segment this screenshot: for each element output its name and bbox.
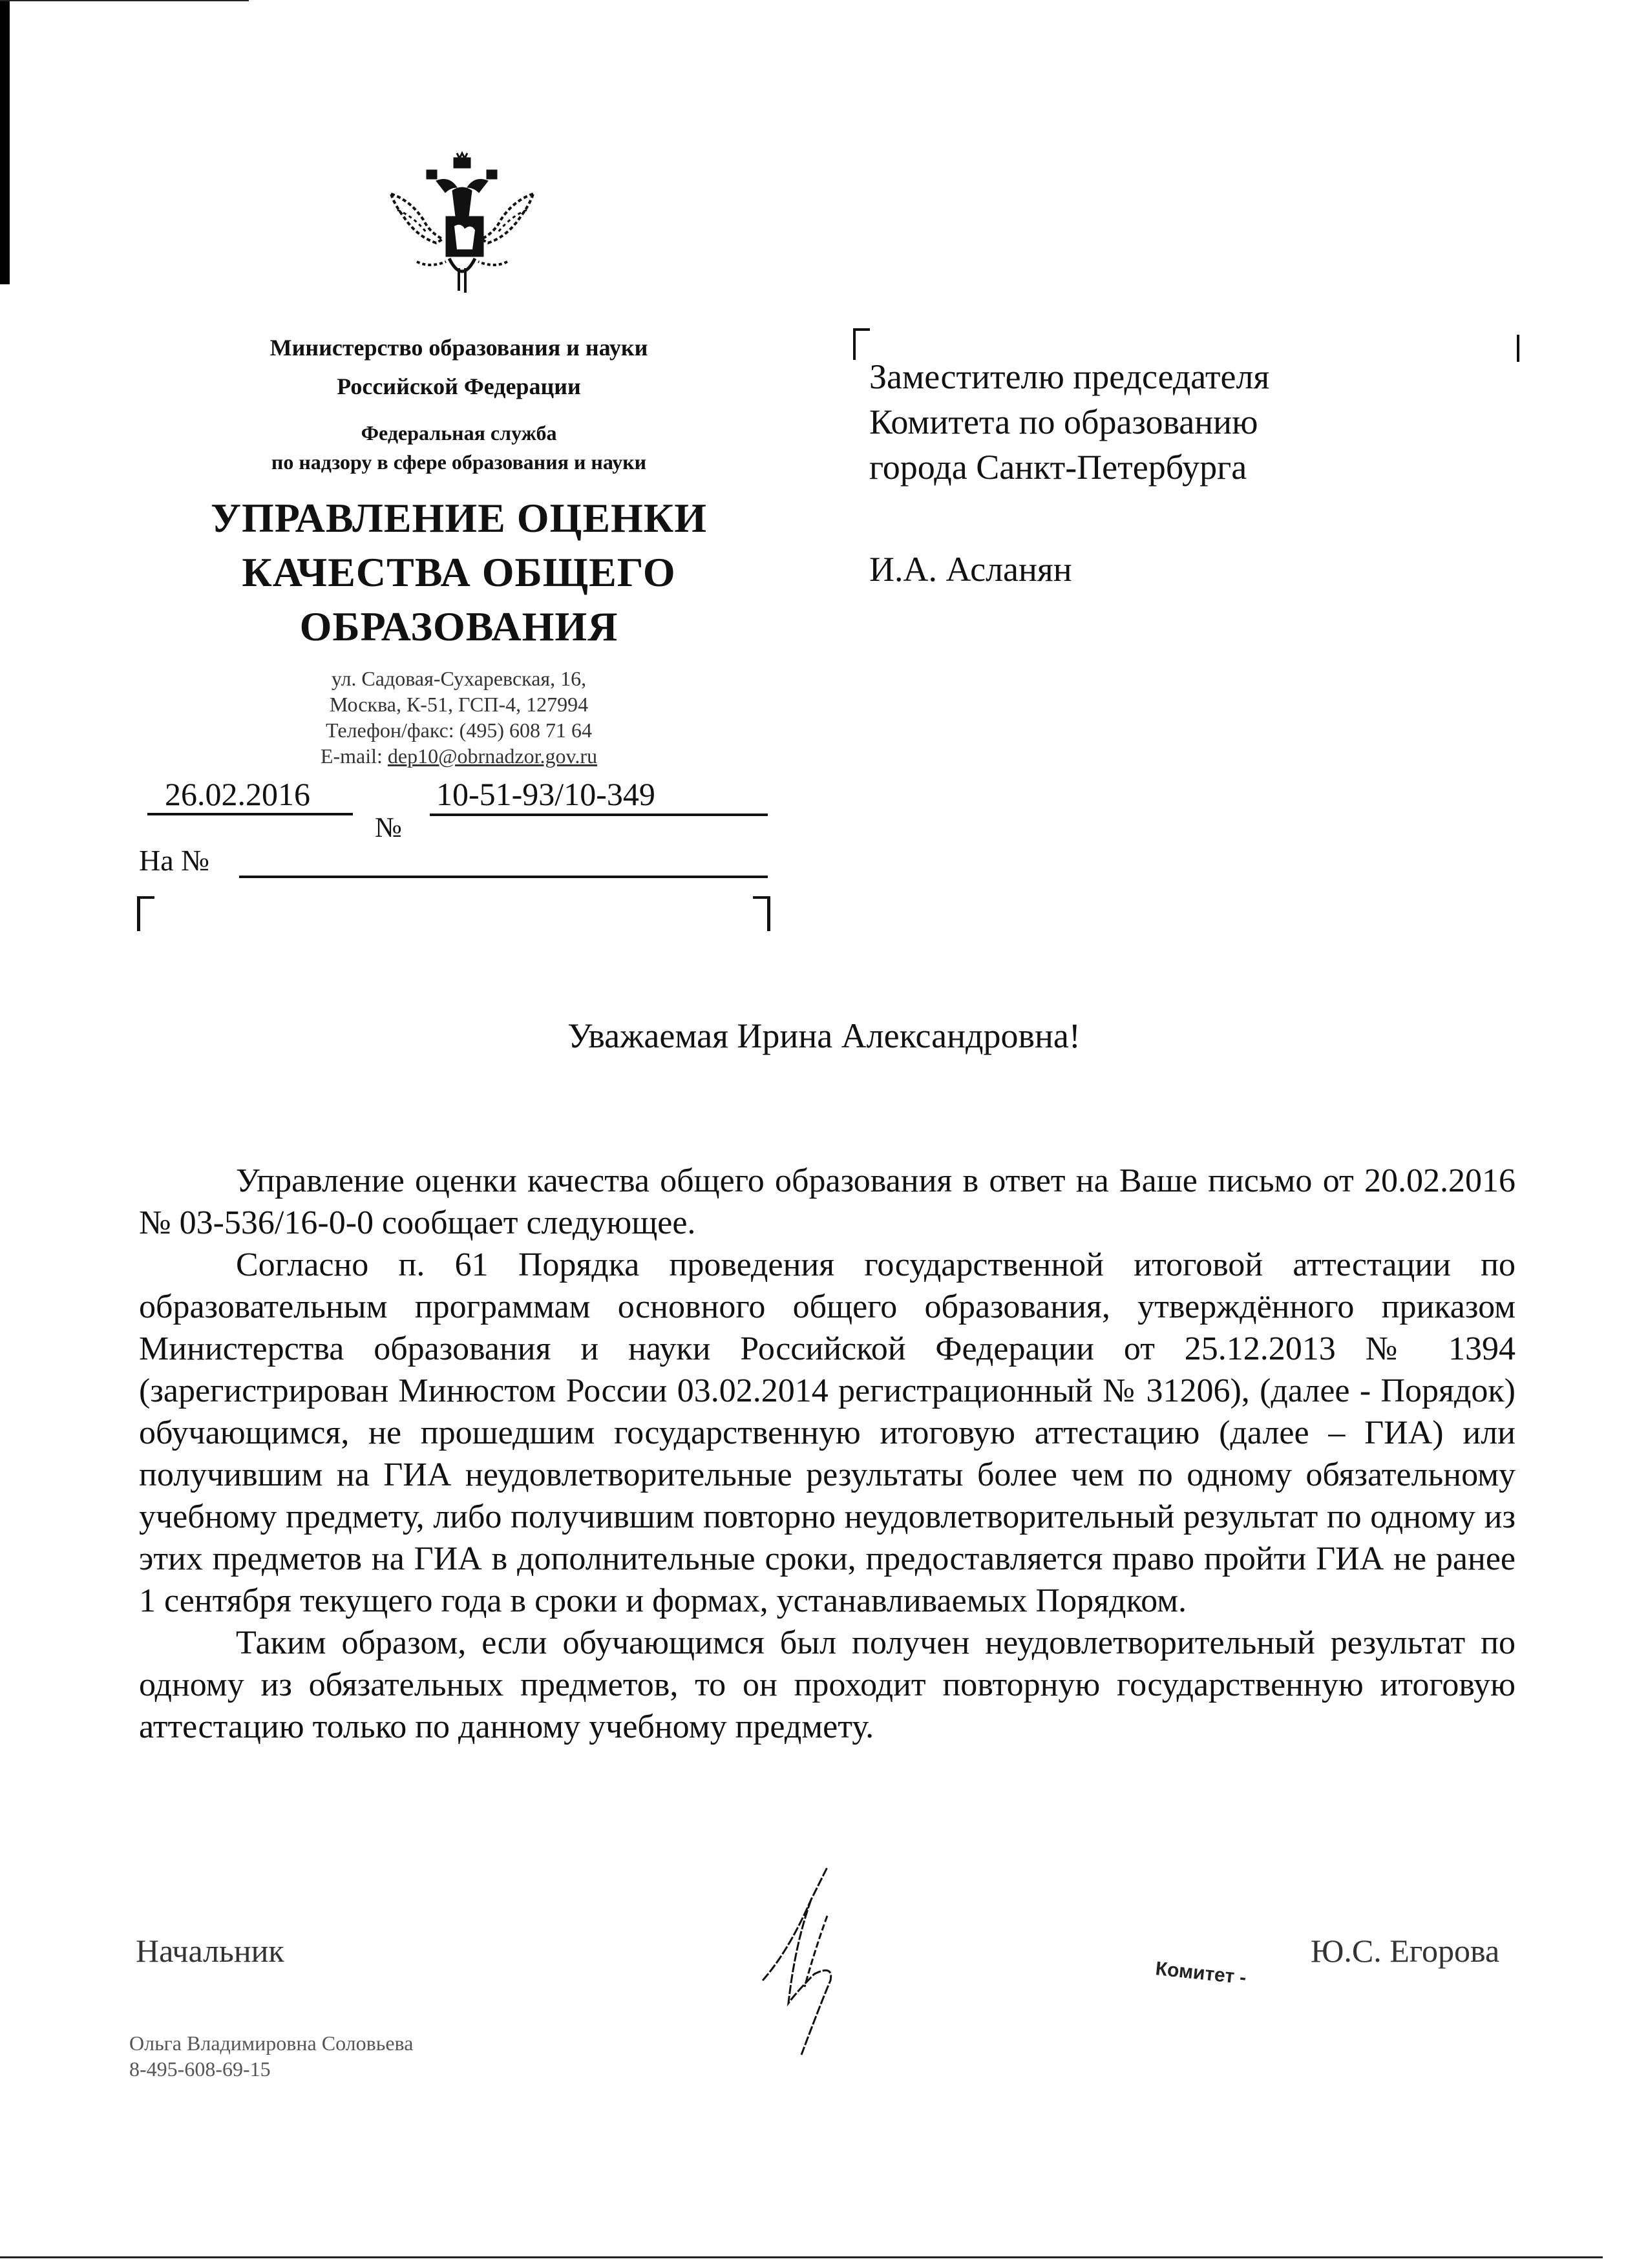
department-line: УПРАВЛЕНИЕ ОЦЕНКИ <box>211 495 707 541</box>
handwritten-signature-icon <box>750 1861 918 2061</box>
email-row <box>194 743 724 769</box>
executor-block <box>129 2030 413 2082</box>
scan-edge-shadow <box>0 0 10 284</box>
corner-mark-top-right <box>753 896 770 931</box>
email-label: E-mail: <box>320 744 388 768</box>
department-line: КАЧЕСТВА ОБЩЕГО <box>242 549 676 595</box>
scan-top-edge <box>0 0 249 1</box>
service-line: Федеральная служба <box>361 421 557 445</box>
email-link[interactable]: dep10@obrnadzor.gov.ru <box>387 744 598 768</box>
scan-bottom-edge <box>0 2256 1603 2258</box>
address-line: ул. Садовая-Сухаревская, 16, <box>331 667 587 690</box>
letter-body <box>139 1160 1516 1748</box>
department-line: ОБРАЗОВАНИЯ <box>299 604 618 649</box>
number-label: № <box>375 812 402 843</box>
number-underline <box>430 814 768 816</box>
outgoing-number: 10-51-93/10-349 <box>436 776 655 812</box>
coat-of-arms-icon <box>378 139 546 297</box>
contact-block <box>194 666 724 769</box>
salutation: Уважаемая Ирина Александровна! <box>567 1016 1081 1055</box>
corner-mark-top-left <box>137 896 154 931</box>
date-underline <box>147 813 353 815</box>
body-paragraph: Таким образом, если обучающимся был получен неудовлетворительный результат по одному из обязательных предметов, то он проходит повторную государственную итоговую аттестацию только по данному учебному предмету. <box>139 1624 1516 1745</box>
outgoing-date: 26.02.2016 <box>165 776 310 812</box>
addressee-name: И.А. Асланян <box>869 550 1072 589</box>
addressee-line: Заместителю председателя <box>869 357 1270 396</box>
department-name <box>194 491 724 654</box>
addressee-line: города Санкт-Петербурга <box>869 448 1247 487</box>
body-paragraph: Управление оценки качества общего образования в ответ на Ваше письмо от 20.02.2016 № 03-536/16-0-0 сообщает следующее. <box>139 1162 1516 1241</box>
stamp-text: Комитет - <box>1154 1958 1247 1989</box>
phone-fax: Телефон/факс: (495) 608 71 64 <box>326 719 592 742</box>
service-name <box>194 419 724 477</box>
signer-position: Начальник <box>136 1933 284 1969</box>
addressee-line: Комитета по образованию <box>869 403 1258 441</box>
addressee-block <box>869 354 1269 592</box>
reply-to-label: На № <box>139 844 210 877</box>
signer-name: Ю.С. Егорова <box>1311 1933 1500 1969</box>
ministry-line: Министерство образования и науки <box>269 335 648 361</box>
address-line: Москва, К-51, ГСП-4, 127994 <box>329 693 589 716</box>
executor-phone: 8-495-608-69-15 <box>129 2057 271 2081</box>
ministry-name <box>194 328 724 406</box>
body-paragraph: Согласно п. 61 Порядка проведения государственной итоговой аттестации по образовательным программам основного общего образования, утверждённого приказом Министерства образования и науки Российской Федерации от 25.12.2013 № 1394 (зарегистрирован Минюстом России 03.02.2014 регистрационный № 31206), (далее - Порядок) обучающимся, не прошедшим государственную итоговую аттестацию (далее – ГИА) или получившим на ГИА неудовлетворительные результаты более чем по одному обязательному учебному предмету, либо получившим повторно неудовлетворительный результат по одному из этих предметов на ГИА в дополнительные сроки, предоставляется право пройти ГИА не ранее 1 сентября текущего года в сроки и формах, устанавливаемых Порядком. <box>139 1246 1516 1619</box>
service-line: по надзору в сфере образования и науки <box>271 450 647 474</box>
ministry-line: Российской Федерации <box>337 373 581 399</box>
reply-to-underline <box>239 876 768 878</box>
address-corner-mark-right <box>1517 335 1519 362</box>
executor-name: Ольга Владимировна Соловьева <box>129 2032 414 2055</box>
address-corner-mark-left <box>853 328 870 360</box>
